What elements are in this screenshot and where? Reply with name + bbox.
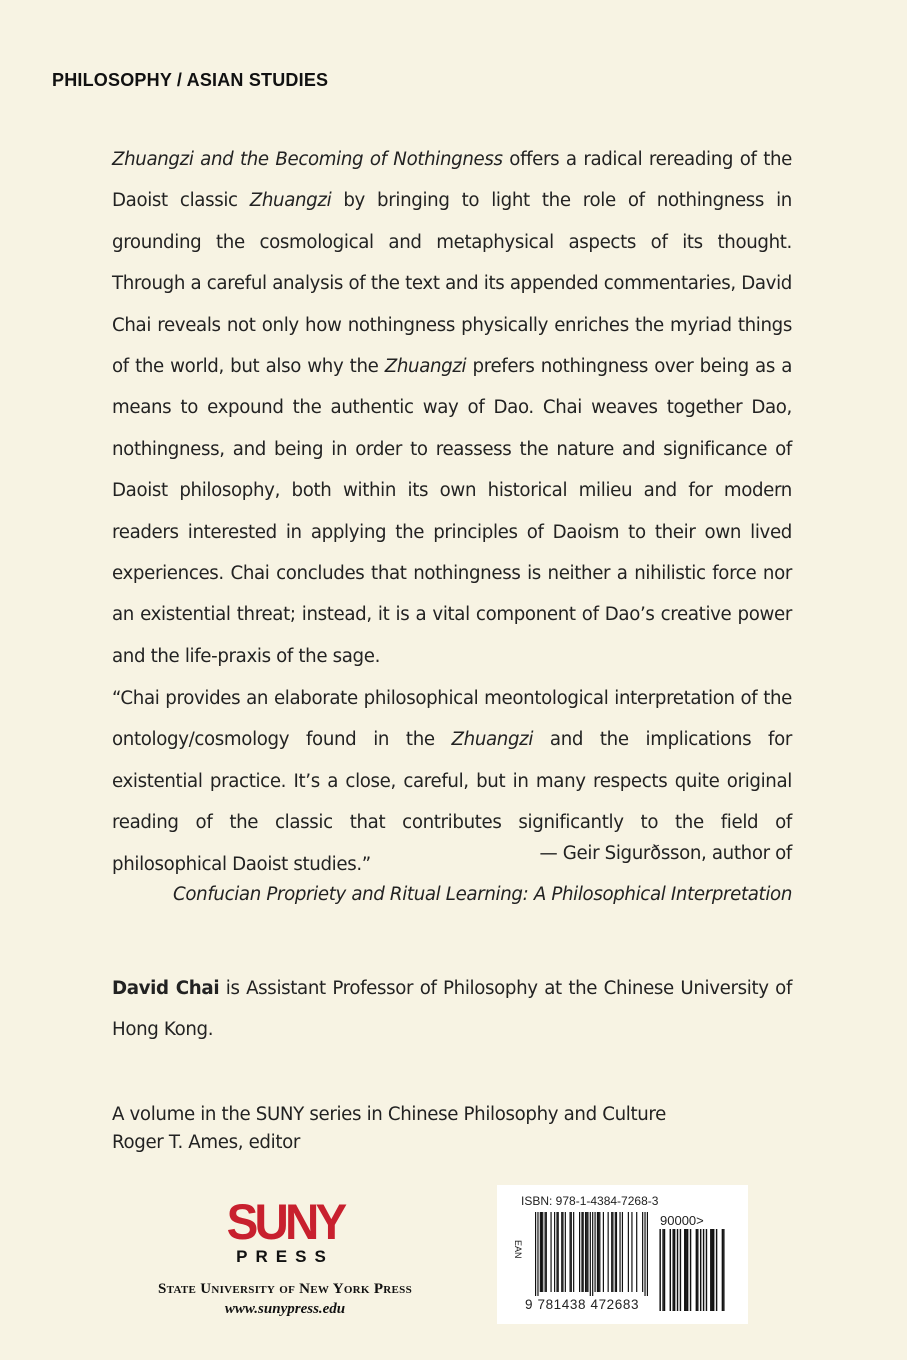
author-bio-text: is Assistant Professor of Philosophy at the Chinese University of Hong Kong.	[112, 978, 792, 1041]
addon-bar	[664, 1229, 665, 1311]
barcode-bar	[599, 1212, 600, 1292]
quote-attribution: — Geir Sigurðsson, author of	[539, 843, 792, 864]
quote-attribution-book: Confucian Propriety and Ritual Learning: A Philosophical Interpretation	[173, 884, 792, 905]
barcode-bar	[545, 1212, 546, 1292]
barcode-bar	[647, 1212, 648, 1296]
addon-bar	[672, 1229, 673, 1311]
work-title: Zhuangzi	[451, 729, 534, 751]
barcode-bar	[608, 1212, 609, 1292]
barcode-bar	[636, 1212, 637, 1292]
barcode-digits: 9 781438 472683	[525, 1297, 640, 1312]
price-code: 90000>	[660, 1213, 704, 1228]
addon-bar	[713, 1229, 714, 1311]
addon-bar	[670, 1229, 671, 1311]
book-description	[112, 139, 792, 677]
suny-logo-text: SUNY	[226, 1194, 344, 1250]
barcode-bar	[616, 1212, 617, 1292]
barcode-bar	[550, 1212, 551, 1292]
barcode-bar	[615, 1212, 616, 1292]
addon-bar	[680, 1229, 681, 1311]
addon-bar	[716, 1229, 717, 1311]
addon-bar	[662, 1229, 663, 1311]
barcode-bar	[612, 1212, 613, 1292]
barcode-bar	[537, 1212, 538, 1296]
work-title: Zhuangzi	[384, 356, 467, 378]
series-editor: Roger T. Ames, editor	[112, 1132, 301, 1153]
category-label: PHILOSOPHY / ASIAN STUDIES	[52, 70, 329, 90]
barcode-bar	[583, 1212, 584, 1292]
barcode-bar	[598, 1212, 599, 1292]
barcode-bar	[573, 1212, 574, 1292]
barcode-bar	[590, 1212, 591, 1296]
ean-label: EAN	[513, 1240, 523, 1259]
isbn-label: ISBN: 978-1-4384-7268-3	[521, 1194, 659, 1208]
barcode-bar	[642, 1212, 643, 1292]
barcode-bar	[535, 1212, 536, 1296]
barcode-bar	[619, 1212, 620, 1292]
barcode-bar	[579, 1212, 580, 1292]
addon-bar	[677, 1229, 678, 1311]
barcode-bar	[597, 1212, 598, 1292]
barcode-bar	[628, 1212, 629, 1292]
barcode-bar	[644, 1212, 645, 1296]
barcode-bar	[622, 1212, 623, 1292]
addon-bar	[703, 1229, 704, 1311]
addon-bar	[712, 1229, 713, 1311]
isbn-barcode	[497, 1185, 748, 1324]
publisher-name: State University of New York Press	[157, 1281, 413, 1297]
author-name: David Chai	[112, 978, 220, 999]
addon-bar	[674, 1229, 675, 1311]
barcode-bar	[541, 1212, 542, 1292]
quote-text: and the implications for existential practice. It’s a close, careful, but in many respects quite original reading of the classic that contributes significantly to the field of philosophical Daoist studies.”	[112, 729, 792, 875]
addon-bar	[687, 1229, 688, 1311]
barcode-bar	[592, 1212, 593, 1296]
addon-bar	[722, 1229, 723, 1311]
ean-barcode-bars	[535, 1212, 648, 1296]
addon-bar	[696, 1229, 697, 1311]
addon-bar	[700, 1229, 701, 1311]
description-text: offers a radical rereading of the Daoist classic	[112, 149, 793, 212]
addon-barcode-bars	[658, 1229, 726, 1311]
barcode-bar	[594, 1212, 595, 1292]
barcode-bar	[565, 1212, 566, 1292]
barcode-bar	[569, 1212, 570, 1292]
addon-bar	[685, 1229, 686, 1311]
barcode-bar	[603, 1212, 604, 1292]
description-text: prefers nothingness over being as a means to expound the authentic way of Dao. Chai weaves together Dao, nothingness, and being in order to reassess the nature and significance of Daoist philosophy, both within its own historical milieu and for modern readers interested in applying the principles of Daoism to their own lived experiences. Chai concludes that nothingness is neither a nihilistic force nor an existential threat; instead, it is a vital component of Dao’s creative power and the life-praxis of the sage.	[112, 356, 793, 667]
barcode-bar	[586, 1212, 587, 1292]
barcode-bar	[562, 1212, 563, 1292]
barcode-bar	[581, 1212, 582, 1292]
publisher-url: www.sunypress.edu	[224, 1301, 346, 1317]
barcode-bar	[611, 1212, 612, 1292]
addon-bar	[697, 1229, 698, 1311]
barcode-bar	[542, 1212, 543, 1292]
series-line: A volume in the SUNY series in Chinese Philosophy and Culture	[112, 1104, 666, 1125]
addon-bar	[684, 1229, 685, 1311]
addon-bar	[723, 1229, 724, 1311]
author-bio	[112, 968, 792, 1051]
barcode-bar	[585, 1212, 586, 1292]
barcode-bar	[556, 1212, 557, 1292]
addon-bar	[710, 1229, 711, 1311]
barcode-bar	[587, 1212, 588, 1292]
barcode-bar	[558, 1212, 559, 1292]
work-title: Zhuangzi	[249, 190, 332, 212]
press-logo-text: PRESS	[236, 1247, 334, 1266]
addon-bar	[690, 1229, 691, 1311]
barcode-bar	[540, 1212, 541, 1292]
barcode-bar	[631, 1212, 632, 1292]
barcode-bar	[554, 1212, 555, 1292]
barcode-bar	[561, 1212, 562, 1292]
book-title: Zhuangzi and the Becoming of Nothingness	[112, 149, 503, 170]
series-info	[112, 1101, 666, 1157]
barcode-bar	[546, 1212, 547, 1292]
barcode-bar	[571, 1212, 572, 1292]
publisher-logo	[140, 1194, 430, 1318]
quote-text: “Chai provides an elaborate philosophical meontological interpretation of the ontology/cosmology found in the	[112, 688, 792, 751]
addon-bar	[706, 1229, 707, 1311]
description-text: by bringing to light the role of nothingness in grounding the cosmological and metaphysical aspects of its thought. Through a careful analysis of the text and its appended commentaries, David Chai reveals not only how nothingness physically enriches the myriad things of the world, but also why the	[112, 190, 792, 378]
addon-bar	[659, 1229, 660, 1311]
